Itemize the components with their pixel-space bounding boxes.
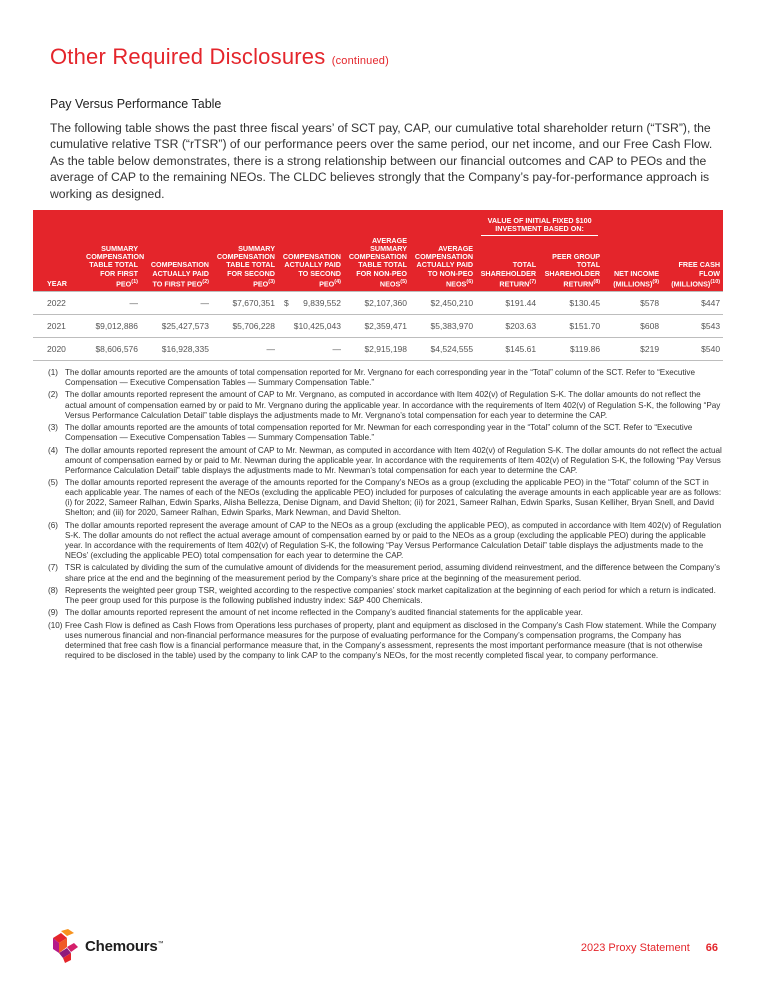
cell-cap-second-peo <box>278 292 344 315</box>
page-footer <box>581 942 718 954</box>
footnote-number: (6) <box>48 520 58 530</box>
footnote-text: The dollar amounts reported represent the average amount of CAP to the NEOs as a group (excluding the applicable PEO), as computed in accordance with Item 402(v) of Regulation S-K. The dollar amounts do not reflect the actual average amount of compensation earned by or paid to the NEOs as a group (excluding the applicable PEO) during the applicable year. In accordance with the requirements of Item 402(v) of Regulation S-K, the following “Pay Versus Performance Calculation Detail” table displays the adjustments made to the NEOs’ (excluding the applicable PEO) total compensation for each year to determine the CAP. <box>65 520 722 561</box>
col-header-label: COMPENSATION ACTUALLY PAID TO FIRST PEO <box>150 260 209 289</box>
cell-avg-sct-neos: $2,915,198 <box>344 338 410 361</box>
header-spacer-right <box>603 210 723 236</box>
footnote-text: The dollar amounts reported represent the amount of net income reflected in the Company’s audited financial statements for the applicable year. <box>65 608 583 618</box>
col-header-peer-tsr <box>539 236 603 292</box>
footnote-number: (8) <box>48 585 58 595</box>
footnote-number: (4) <box>48 445 58 455</box>
col-header-label: AVERAGE SUMMARY COMPENSATION TABLE TOTAL FOR NON-PEO NEOS <box>348 235 407 289</box>
footnote-text: Represents the weighted peer group TSR, weighted according to the respective companies’ stock market capitalization at the beginning of each period for which a return is indicated. The peer group used for this purpose is the following published industry index: S&P 400 Chemicals. <box>65 585 716 606</box>
col-header-tsr <box>476 236 539 292</box>
footnote <box>50 608 722 618</box>
footnote <box>50 390 722 420</box>
cell-tsr: $203.63 <box>476 315 539 338</box>
cell-avg-cap-neos: $4,524,555 <box>410 338 476 361</box>
col-header-avg-cap-neos <box>410 236 476 292</box>
page-title <box>50 44 389 70</box>
footnote-number: (7) <box>48 563 58 573</box>
col-header-label: SUMMARY COMPENSATION TABLE TOTAL FOR SECOND PEO <box>216 244 275 289</box>
cell-avg-sct-neos: $2,359,471 <box>344 315 410 338</box>
cell-year: 2022 <box>33 292 83 315</box>
cell-sct-first-peo: $8,606,576 <box>83 338 141 361</box>
col-header-note: (5) <box>400 278 407 285</box>
cell-value: $10,425,043 <box>293 321 341 332</box>
cell-tsr: $145.61 <box>476 338 539 361</box>
cell-net-income: $578 <box>603 292 662 315</box>
col-header-label: FREE CASH FLOW (MILLIONS) <box>671 260 721 289</box>
cell-cap-first-peo: — <box>141 292 212 315</box>
col-header-label: PEER GROUP TOTAL SHAREHOLDER RETURN <box>544 252 601 289</box>
header-spacer <box>33 210 476 236</box>
cell-net-income: $219 <box>603 338 662 361</box>
footnote-text: The dollar amounts reported are the amounts of total compensation reported for Mr. Newman for each corresponding year in the “Total” column of the SCT. Refer to “Executive Compensation — Executive Compensation Tables — Summary Compensation Table.” <box>65 423 693 443</box>
cell-cap-first-peo: $16,928,335 <box>141 338 212 361</box>
cell-net-income: $608 <box>603 315 662 338</box>
cell-avg-sct-neos: $2,107,360 <box>344 292 410 315</box>
col-header-fcf <box>662 236 723 292</box>
cell-year: 2021 <box>33 315 83 338</box>
footnote <box>50 478 722 518</box>
section-heading: Pay Versus Performance Table <box>50 97 222 111</box>
col-header-note: (3) <box>268 278 275 285</box>
footnote-text: The dollar amounts reported represent the amount of CAP to Mr. Newman, as computed in accordance with Item 402(v) of Regulation S-K. The dollar amounts do not reflect the actual amount of compensation earned by or paid to Mr. Newman during the applicable year. In accordance with the requirements of Item 402(v) of Regulation S-K, the following “Pay Versus Performance Calculation Detail” table displays the adjustments made to Mr. Newman’s total compensation for each year to determine the CAP. <box>65 445 722 475</box>
footnote-text: The dollar amounts reported represent the amount of CAP to Mr. Vergnano, as computed in accordance with Item 402(v) of Regulation S-K. The dollar amounts do not reflect the actual amount of compensation earned by or paid to Mr. Vergnano during the applicable year. In accordance with the requirements of Item 402(v) of Regulation S-K, the following “Pay Versus Performance Calculation Detail” table displays the adjustments made to Mr. Vergnano’s total compensation for each year to determine the CAP. <box>65 390 721 420</box>
col-header-note: (1) <box>131 278 138 285</box>
footnote-number: (2) <box>48 390 58 400</box>
chemours-logo <box>50 928 190 964</box>
col-header-note: (9) <box>652 278 660 285</box>
cell-fcf: $540 <box>662 338 723 361</box>
col-header-label: YEAR <box>47 279 67 289</box>
investment-group-label: VALUE OF INITIAL FIXED $100 INVESTMENT BASED ON: <box>481 217 598 236</box>
cell-cap-second-peo <box>278 315 344 338</box>
cell-year: 2020 <box>33 338 83 361</box>
col-header-note: (6) <box>466 278 474 285</box>
footnote <box>50 621 722 661</box>
intro-paragraph: The following table shows the past three fiscal years’ of SCT pay, CAP, our cumulative total shareholder return (“TSR”), the cumulative relative TSR (“rTSR”) of our performance peers over the same period, our net income, and our Free Cash Flow. As the table below demonstrates, there is a strong relationship between our financial outcomes and CAP to PEOs and the average of CAP to the remaining NEOs. The CLDC believes strongly that the Company’s pay-for-performance approach is working as designed. <box>50 121 713 201</box>
cell-value: — <box>332 344 341 355</box>
cell-fcf: $543 <box>662 315 723 338</box>
cell-tsr: $191.44 <box>476 292 539 315</box>
footnote <box>50 446 722 476</box>
cell-sct-second-peo: — <box>212 338 278 361</box>
page-title-text: Other Required Disclosures <box>50 44 326 69</box>
col-header-sct-first-peo <box>83 236 145 292</box>
cell-peer-tsr: $151.70 <box>539 315 603 338</box>
title-suffix: (continued) <box>331 55 389 67</box>
col-header-label: SUMMARY COMPENSATION TABLE TOTAL FOR FIRST PEO <box>86 244 145 289</box>
footnote-number: (9) <box>48 608 58 618</box>
table-row <box>33 315 723 338</box>
cell-avg-cap-neos: $2,450,210 <box>410 292 476 315</box>
document-name: 2023 Proxy Statement <box>580 942 690 954</box>
investment-group-header <box>476 210 603 236</box>
page-number: 66 <box>705 942 718 954</box>
col-header-label: TOTAL SHAREHOLDER RETURN <box>480 260 537 289</box>
col-header-note: (7) <box>529 278 537 285</box>
col-header-net-income <box>603 236 662 292</box>
footnote-text: The dollar amounts reported are the amounts of total compensation reported for Mr. Vergnano for each corresponding year in the “Total” column of the SCT. Refer to “Executive Compensation — Executive Compensation Tables — Summary Compensation Table.” <box>65 368 696 388</box>
col-header-note: (10) <box>710 278 721 285</box>
footnote-number: (1) <box>48 368 58 377</box>
col-header-note: (2) <box>202 278 209 285</box>
cell-sct-first-peo: $9,012,886 <box>83 315 141 338</box>
brand-name <box>85 938 163 955</box>
trademark-symbol: ™ <box>157 940 164 947</box>
brand-text: Chemours <box>85 937 158 955</box>
cell-cap-second-peo <box>278 338 344 361</box>
cell-peer-tsr: $119.86 <box>539 338 603 361</box>
cell-fcf: $447 <box>662 292 723 315</box>
col-header-avg-sct-neos <box>344 236 410 292</box>
col-header-sct-second-peo <box>212 236 278 292</box>
footnote <box>50 563 722 583</box>
pay-versus-performance-table <box>33 210 723 361</box>
table-row <box>33 292 723 315</box>
table-row <box>33 338 723 361</box>
col-header-note: (4) <box>334 278 341 285</box>
cell-sct-second-peo: $5,706,228 <box>212 315 278 338</box>
footnote-text: TSR is calculated by dividing the sum of the cumulative amount of dividends for the measurement period, assuming dividend reinvestment, and the difference between the Company’s share price at the end and the beginning of the measurement period by the Company’s share price at the beginning of the measurement period. <box>65 563 721 583</box>
cell-sct-second-peo: $7,670,351 <box>212 292 278 315</box>
cell-sct-first-peo: — <box>83 292 141 315</box>
col-header-label: COMPENSATION ACTUALLY PAID TO SECOND PEO <box>282 252 341 289</box>
cell-peer-tsr: $130.45 <box>539 292 603 315</box>
footnote <box>50 521 722 561</box>
col-header-cap-first-peo <box>141 236 212 292</box>
footnote-text: Free Cash Flow is defined as Cash Flows from Operations less purchases of property, plant and equipment as disclosed in the Company’s Cash Flow statement. While the Company uses numerous financial and non-financial performance measures for the purpose of evaluating performance for the Company’s compensation programs, the Company has determined that free cash flow is a financial performance measure that, in the Company’s assessment, represents the most important performance measure (that is not otherwise required to be disclosed in the table) used by the company to link CAP to the company’s NEOs, for the most recently completed fiscal year, to company performance. <box>65 620 717 661</box>
footnotes <box>50 368 722 664</box>
chemours-mark-icon <box>50 929 80 963</box>
footnote-number: (10) <box>48 620 63 630</box>
col-header-year <box>33 236 83 292</box>
cell-currency-sign: $ <box>284 298 289 309</box>
footnote <box>50 586 722 606</box>
footnote <box>50 368 722 388</box>
footnote-number: (3) <box>48 423 58 433</box>
cell-avg-cap-neos: $5,383,970 <box>410 315 476 338</box>
col-header-label: AVERAGE COMPENSATION ACTUALLY PAID TO NON-PEO NEOS <box>414 244 474 289</box>
cell-value: 9,839,552 <box>303 298 341 309</box>
col-header-label: NET INCOME (MILLIONS) <box>613 268 660 289</box>
footnote-text: The dollar amounts reported represent the average of the amounts reported for the Company’s NEOs as a group (excluding the applicable PEO) in the “Total” column of the SCT in each applicable year. The names of each of the NEOs (excluding the applicable PEO) included for purposes of calculating the average amounts in each applicable year are as follows: (i) for 2022, Sameer Ralhan, Edwin Sparks, Alisha Bellezza, Denise Dignam, and David Shelton; (ii) for 2021, Sameer Ralhan, Edwin Sparks, Susan Kelliher, Bryan Snell, and David Shelton; and (iii) for 2020, Sameer Ralhan, Edwin Sparks, Mark Newman, and David Shelton. <box>65 478 722 518</box>
col-header-note: (8) <box>593 278 601 285</box>
footnote-number: (5) <box>48 478 58 488</box>
cell-cap-first-peo: $25,427,573 <box>141 315 212 338</box>
footnote <box>50 423 722 443</box>
col-header-cap-second-peo <box>278 236 344 292</box>
